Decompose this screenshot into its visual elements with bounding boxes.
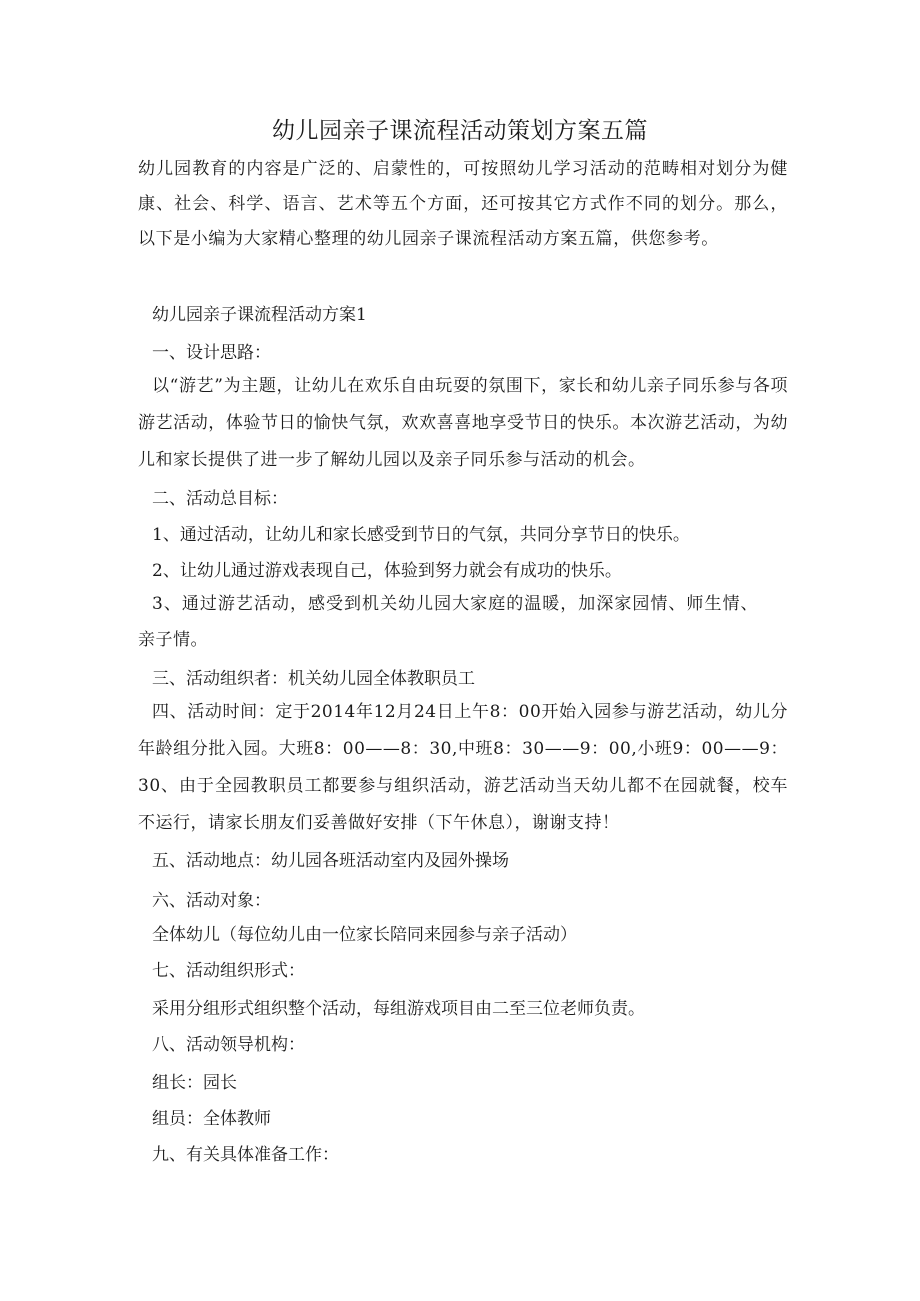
heading-preparation: 九、有关具体准备工作： [152,1145,339,1165]
design-idea-paragraph: 以“游艺”为主题，让幼儿在欢乐自由玩耍的氛围下，家长和幼儿亲子同乐参与各项游艺活动，体验节日的愉快气氛，欢欢喜喜地享受节日的快乐。本次游艺活动，为幼儿和家长提供了进一步了解幼儿园以及亲子同乐参与活动的机会。 [138,376,788,470]
document-title: 幼儿园亲子课流程活动策划方案五篇 [272,118,648,144]
activity-time-paragraph: 四、活动时间：定于2014年12月24日上午8：00开始入园参与游艺活动，幼儿分年龄组分批入园。大班8：00——8：30,中班8：30——9：00,小班9：00——9：30、由于全园教职员工都要参与组织活动，游艺活动当天幼儿都不在园就餐，校车不运行，请家长朋友们妥善做好安排（下午休息），谢谢支持！ [138,702,788,833]
location-line: 五、活动地点：幼儿园各班活动室内及园外操场 [152,851,509,871]
organizer-line: 三、活动组织者：机关幼儿园全体教职员工 [152,669,475,689]
goal-item-1: 1、通过活动，让幼儿和家长感受到节日的气氛，共同分享节日的快乐。 [152,525,690,545]
members-line: 组员：全体教师 [152,1109,271,1129]
organization-form-line: 采用分组形式组织整个活动，每组游戏项目由二至三位老师负责。 [152,999,645,1019]
intro-paragraph: 幼儿园教育的内容是广泛的、启蒙性的，可按照幼儿学习活动的范畴相对划分为健康、社会、科学、语言、艺术等五个方面，还可按其它方式作不同的划分。那么，以下是小编为大家精心整理的幼儿园亲子课流程活动方案五篇，供您参考。 [138,159,788,249]
heading-participants: 六、活动对象： [152,891,271,911]
goal-item-3: 3、通过游艺活动，感受到机关幼儿园大家庭的温暖，加深家园情、师生情、亲子情。 [138,594,758,650]
participants-line: 全体幼儿（每位幼儿由一位家长陪同来园参与亲子活动） [152,925,577,945]
goal-item-2: 2、让幼儿通过游戏表现自己，体验到努力就会有成功的快乐。 [152,561,622,581]
leader-line: 组长：园长 [152,1073,237,1093]
section-title: 幼儿园亲子课流程活动方案1 [152,305,367,325]
heading-design-idea: 一、设计思路： [152,343,271,363]
heading-organization-form: 七、活动组织形式： [152,961,305,981]
heading-leadership: 八、活动领导机构： [152,1035,305,1055]
heading-overall-goals: 二、活动总目标： [152,489,288,509]
